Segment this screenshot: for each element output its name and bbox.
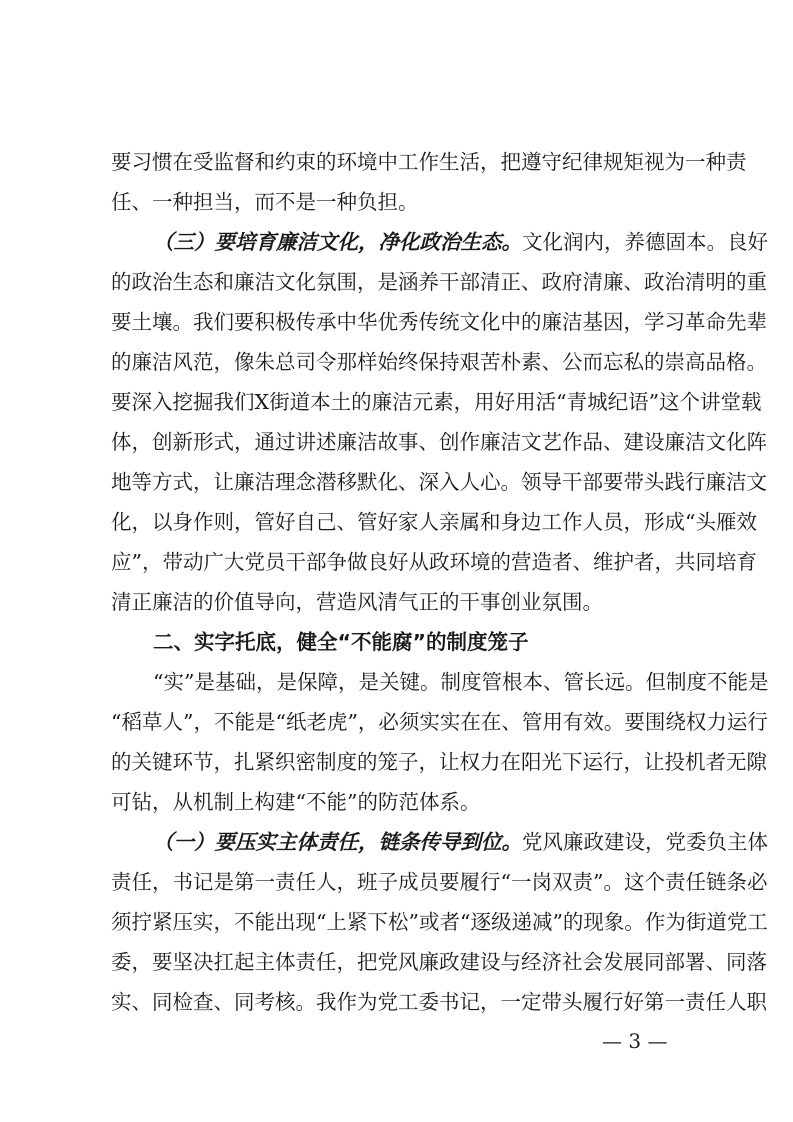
paragraph-line: 须拧紧压实，不能出现“上紧下松”或者“逐级递减”的现象。作为街道党工	[111, 910, 768, 934]
paragraph-line: 的政治生态和廉洁文化氛围，是涵养干部清正、政府清廉、政治清明的重	[111, 270, 767, 294]
paragraph-line: 体，创新形式，通过讲述廉洁故事、创作廉洁文艺作品、建设廉洁文化阵	[111, 430, 767, 454]
paragraph-line: 实、同检查、同考核。我作为党工委书记，一定带头履行好第一责任人职	[111, 990, 767, 1014]
paragraph-line	[153, 222, 768, 262]
paragraph-text: 党风廉政建设，党委负主体	[522, 830, 768, 854]
section-heading: 二、实字托底，健全“不能腐”的制度笼子	[153, 630, 529, 654]
paragraph-line: 要深入挖掘我们X街道本土的廉洁元素，用好用活“青城纪语”这个讲堂载	[111, 390, 762, 414]
paragraph-line: 责任，书记是第一责任人，班子成员要履行“一岗双责”。这个责任链条必	[111, 870, 768, 894]
paragraph-line: 的关键环节，扎紧织密制度的笼子，让权力在阳光下运行，让投机者无隙	[111, 750, 767, 774]
paragraph-line: 化，以身作则，管好自己、管好家人亲属和身边工作人员，形成“头雁效	[111, 510, 757, 534]
paragraph-line: 要土壤。我们要积极传承中华优秀传统文化中的廉洁基因，学习革命先辈	[111, 310, 767, 334]
paragraph-text: 文化润内，养德固本。良好	[522, 230, 768, 254]
section-lead: （三）要培育廉洁文化，净化政治生态。	[153, 230, 522, 254]
paragraph-line: 地等方式，让廉洁理念潜移默化、深入人心。领导干部要带头践行廉洁文	[111, 470, 767, 494]
page-number: — 3 —	[602, 1029, 668, 1053]
paragraph-line: 可钻，从机制上构建“不能”的防范体系。	[111, 790, 481, 814]
paragraph-line	[153, 822, 768, 862]
paragraph-line: “稻草人”，不能是“纸老虎”，必须实实在在、管用有效。要围绕权力运行	[111, 710, 768, 734]
paragraph-line: “实”是基础，是保障，是关键。制度管根本、管长远。但制度不能是	[153, 670, 769, 694]
section-lead: （一）要压实主体责任，链条传导到位。	[153, 830, 522, 854]
paragraph-line: 应”，带动广大党员干部争做良好从政环境的营造者、维护者，共同培育	[111, 550, 757, 574]
paragraph-line: 的廉洁风范，像朱总司令那样始终保持艰苦朴素、公而忘私的崇高品格。	[111, 350, 767, 374]
paragraph-line: 委，要坚决扛起主体责任，把党风廉政建设与经济社会发展同部署、同落	[111, 950, 767, 974]
paragraph-line: 清正廉洁的价值导向，营造风清气正的干事创业氛围。	[111, 590, 603, 614]
paragraph-line: 要习惯在受监督和约束的环境中工作生活，把遵守纪律规矩视为一种责	[111, 150, 747, 174]
paragraph-line: 任、一种担当，而不是一种负担。	[111, 190, 419, 214]
